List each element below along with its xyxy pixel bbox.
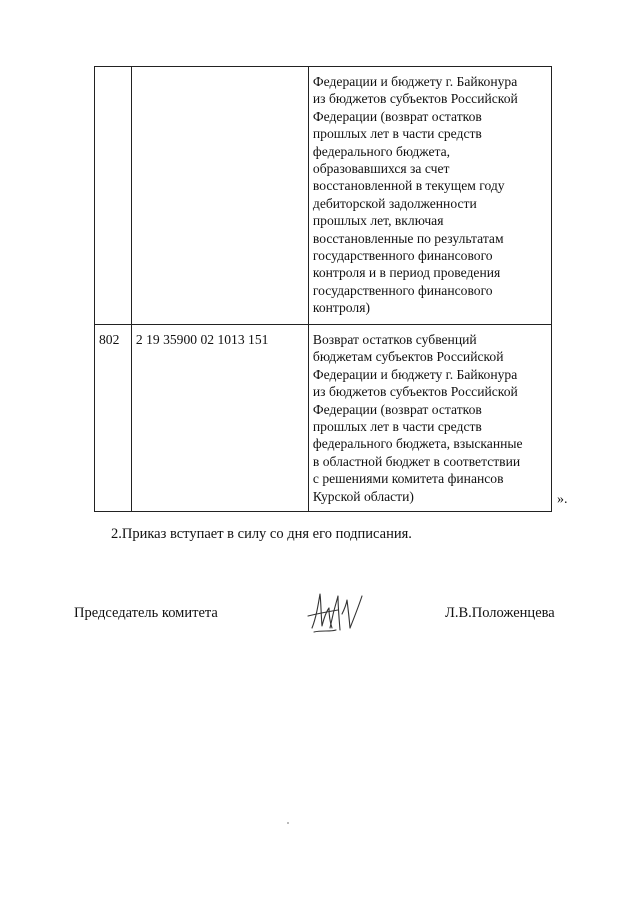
admin-code-cell	[95, 67, 132, 325]
signatory-name: Л.В.Положенцева	[445, 605, 555, 621]
table-row	[95, 67, 552, 325]
description-text: Федерации и бюджету г. Байконура из бюджетов субъектов Российской Федерации (возврат остатков прошлых лет в части средств федерального бюджета, образовавшихся за счет восстановленной в текущем году дебиторской задолженности прошлых лет, включая восстановленные по результатам государственного финансового контроля и в период проведения государственного финансового контроля)	[312, 74, 518, 316]
closing-quote: ».	[557, 492, 568, 507]
signature-icon	[302, 588, 372, 638]
paragraph-2: 2.Приказ вступает в силу со дня его подписания.	[111, 526, 412, 542]
description-text: Возврат остатков субвенций бюджетам субъектов Российской Федерации и бюджету г. Байконура из бюджетов субъектов Российской Федерации (возврат остатков прошлых лет в части средств федерального бюджета, взысканные в областной бюджет в соответствии с решениями комитета финансов Курской области)	[312, 332, 523, 504]
budget-codes-table	[94, 66, 552, 512]
description-cell	[308, 67, 551, 325]
scan-speck	[287, 822, 289, 824]
description-cell	[308, 325, 551, 512]
kbk-cell	[131, 67, 308, 325]
signatory-position: Председатель комитета	[74, 605, 218, 621]
kbk-code: 2 19 35900 02 1013 151	[135, 332, 269, 347]
admin-code-cell	[95, 325, 132, 512]
admin-code: 802	[99, 332, 120, 347]
kbk-cell	[131, 325, 308, 512]
table-row	[95, 325, 552, 512]
